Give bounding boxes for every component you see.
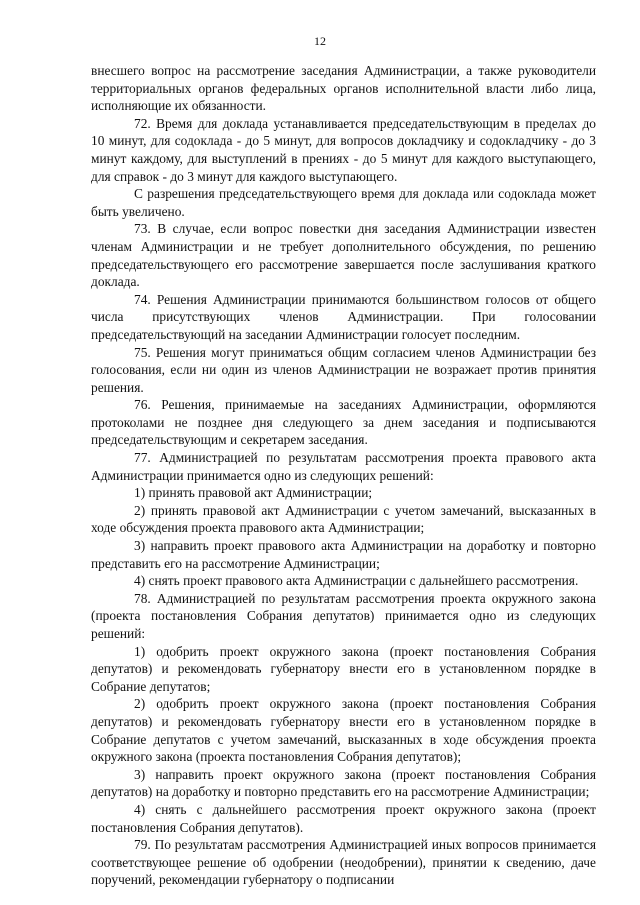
paragraph-72: 72. Время для доклада устанавливается председательствующим в пределах до 10 минут, для содоклада - до 5 минут, для вопросов докладчику и содокладчику - до 3 минут каждому, для выступлений в прениях - до 5 минут для каждого выступающего, для справок - до 3 минут для каждого выступающего. xyxy=(91,115,596,184)
paragraph-74: 74. Решения Администрации принимаются большинством голосов от общего числа присутствующих членов Администрации. При голосовании председательствующий на заседании Администрации голосует последним. xyxy=(91,291,596,342)
paragraph-78-item-3: 3) направить проект окружного закона (проект постановления Собрания депутатов) на доработку и повторно представить его на рассмотрение Администрации; xyxy=(91,766,596,800)
page-number: 12 xyxy=(314,34,326,48)
paragraph-77-item-3: 3) направить проект правового акта Администрации на доработку и повторно представить его на рассмотрение Администрации; xyxy=(91,538,596,571)
paragraph-77-item-1: 1) принять правовой акт Администрации; xyxy=(134,485,373,501)
paragraph-78-item-4: 4) снять с дальнейшего рассмотрения проект окружного закона (проект постановления Собрания депутатов). xyxy=(91,801,596,835)
paragraph-77: 77. Администрацией по результатам рассмотрения проекта правового акта Администрации принимается одно из следующих решений: xyxy=(91,450,596,483)
paragraph-continuation: внесшего вопрос на рассмотрение заседания Администрации, а также руководители территориальных органов федеральных органов исполнительной власти либо лица, исполняющие их обязанности. xyxy=(91,63,596,114)
document-body xyxy=(91,62,596,889)
paragraph-79: 79. По результатам рассмотрения Администрацией иных вопросов принимается соответствующее решение об одобрении (неодобрении), принятии к сведению, даче поручений, рекомендации губернатору о подписании xyxy=(91,837,596,888)
paragraph-73: 73. В случае, если вопрос повестки дня заседания Администрации известен членам Администрации и не требует дополнительного обсуждения, по решению председательствующего его рассмотрение завершается после заслушивания краткого доклада. xyxy=(91,221,596,290)
paragraph-78-item-1: 1) одобрить проект окружного закона (проект постановления Собрания депутатов) и рекомендовать губернатору внести его в установленном порядке в Собрание депутатов; xyxy=(91,643,596,694)
paragraph-72-note: С разрешения председательствующего время для доклада или содоклада может быть увеличено. xyxy=(91,186,596,219)
paragraph-78: 78. Администрацией по результатам рассмотрения проекта окружного закона (проекта постановления Собрания депутатов) принимается одно из следующих решений: xyxy=(91,590,596,641)
paragraph-78-item-2: 2) одобрить проект окружного закона (проект постановления Собрания депутатов) и рекомендовать губернатору внести его в установленном порядке в Собрание депутатов с учетом замечаний, высказанных в ходе обсуждения проекта окружного закона (проекта постановления Собрания депутатов); xyxy=(91,696,596,765)
paragraph-76: 76. Решения, принимаемые на заседаниях Администрации, оформляются протоколами не позднее дня следующего за днем заседания и подписываются председательствующим и секретарем заседания. xyxy=(91,397,596,448)
paragraph-75: 75. Решения могут приниматься общим согласием членов Администрации без голосования, если ни один из членов Администрации не возражает против принятия решения. xyxy=(91,344,596,395)
paragraph-77-item-2: 2) принять правовой акт Администрации с учетом замечаний, высказанных в ходе обсуждения проекта правового акта Администрации; xyxy=(91,502,596,536)
paragraph-77-item-4: 4) снять проект правового акта Администрации с дальнейшего рассмотрения. xyxy=(134,573,579,589)
